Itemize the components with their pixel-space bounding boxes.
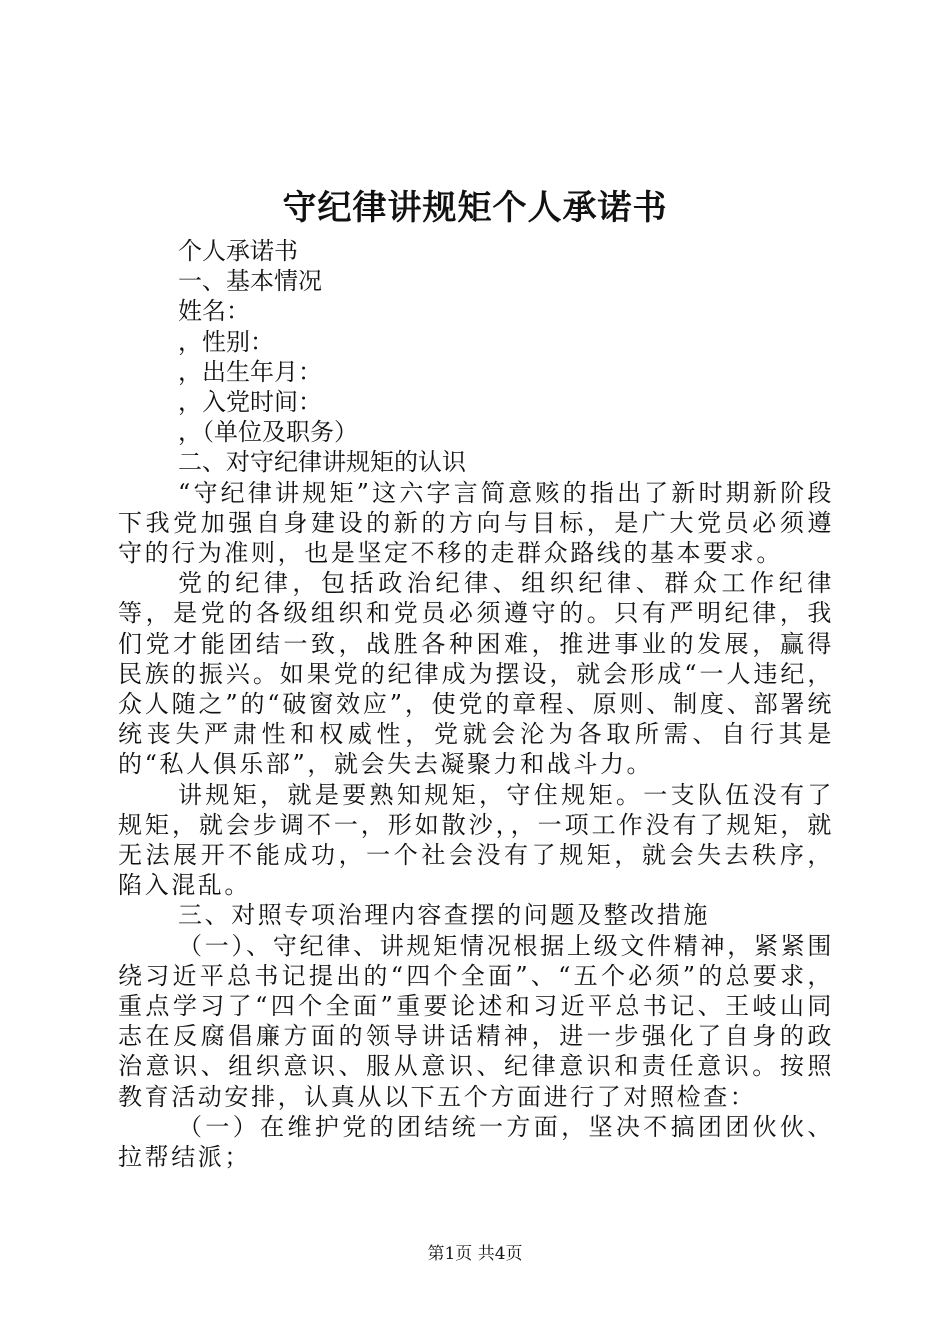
paragraph: 讲规矩，就是要熟知规矩，守住规矩。一支队伍没有了规矩，就会步调不一，形如散沙，，一项工作没有了规矩，就无法展开不能成功，一个社会没有了规矩，就会失去秩序，陷入混乱。 — [118, 780, 834, 900]
field-name: 姓名： — [178, 297, 250, 326]
paragraph: 党的纪律，包括政治纪律、组织纪律、群众工作纪律等，是党的各级组织和党员必须遵守的。只有严明纪律，我们党才能团结一致，战胜各种困难，推进事业的发展，赢得民族的振兴。如果党的纪律成为摆设，就会形成“一人违纪，众人随之”的“破窗效应”，使党的章程、原则、制度、部署统统丧失严肃性和权威性，党就会沦为各取所需、自行其是的“私人俱乐部”，就会失去凝聚力和战斗力。 — [118, 569, 834, 779]
page-footer: 第1页 共4页 — [427, 1244, 523, 1264]
section-basic-info: 一、基本情况 — [178, 267, 322, 296]
field-unit-position: ，（单位及职务） — [178, 418, 358, 447]
paragraph: “守纪律讲规矩”这六字言简意赅的指出了新时期新阶段下我党加强自身建设的新的方向与目标，是广大党员必须遵守的行为准则，也是坚定不移的走群众路线的基本要求。 — [118, 478, 834, 568]
section-understanding: 二、对守纪律讲规矩的认识 — [178, 448, 466, 477]
document-body — [118, 236, 834, 1172]
field-birth-date: ，出生年月： — [178, 357, 322, 386]
section-rectification: 三、对照专项治理内容查摆的问题及整改措施 — [178, 901, 710, 930]
heading-commitment: 个人承诺书 — [178, 237, 298, 265]
paragraph: （一）在维护党的团结统一方面，坚决不搞团团伙伙、拉帮结派； — [118, 1112, 834, 1172]
field-gender: ，性别： — [178, 327, 274, 356]
field-party-join-date: ，入党时间： — [178, 388, 322, 417]
document-title: 守纪律讲规矩个人承诺书 — [282, 188, 668, 228]
paragraph: （一）、守纪律、讲规矩情况根据上级文件精神，紧紧围绕习近平总书记提出的“四个全面”、“五个必须”的总要求，重点学习了“四个全面”重要论述和习近平总书记、王岐山同志在反腐倡廉方面的领导讲话精神，进一步强化了自身的政治意识、组织意识、服从意识、纪律意识和责任意识。按照教育活动安排，认真从以下五个方面进行了对照检查： — [118, 931, 834, 1111]
